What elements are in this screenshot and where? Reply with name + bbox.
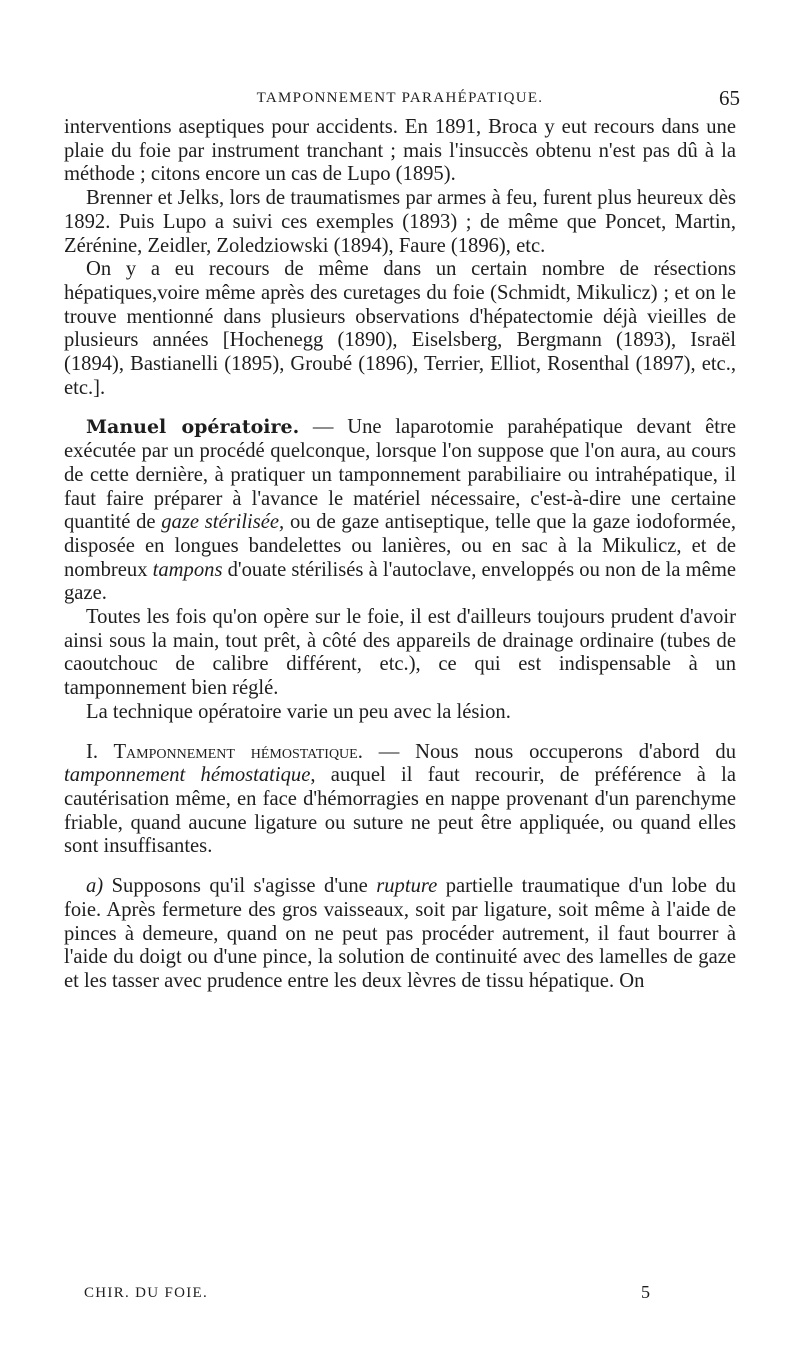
paragraph-text: interventions aseptiques pour accidents. En 1891, Broca y eut recours dans une plaie du foie par instrument tranchant ; mais l'insuccès obtenu n'est pas dû à la méthode ; citons encore un cas de Lupo (1895). [64, 116, 736, 186]
page-footer [84, 1284, 650, 1306]
paragraph-text: d'ouate stérilisés à l'autoclave, enveloppés ou non de la même gaze. [64, 558, 736, 605]
paragraph-manuel-operatoire [64, 416, 736, 606]
paragraph-text: Toutes les fois qu'on opère sur le foie, il est d'ailleurs toujours prudent d'avoir ainsi sous la main, tout prêt, à côté des appareils de drainage ordinaire (tubes de caoutchouc de calibre différent, etc.), ce qui est indispensable à un tamponnement bien réglé. [64, 606, 736, 700]
running-title: TAMPONNEMENT PARAHÉPATIQUE. [256, 90, 544, 106]
paragraph-text: On y a eu recours de même dans un certain nombre de résections hépatiques,voire même après des curetages du foie (Schmidt, Mikulicz) ; et on le trouve mentionné dans plusieurs observations d'hépatectomie déjà vieilles de plusieurs années [Hochenegg (1890), Eiselsberg, Bergmann (1893), Israël (1894), Bastianelli (1895), Groubé (1896), Terrier, Elliot, Rosenthal (1897), etc., etc.]. [64, 258, 736, 399]
paragraph-text: — Une laparotomie parahépatique devant être exécutée par un procédé quelconque, lorsque l'on suppose que l'on aura, au cours de cette dernière, à pratiquer un tamponnement parabiliaire ou intrahépatique, il faut faire préparer à l'avance le matériel nécessaire, c'est-à-dire une certaine quantité de [64, 416, 737, 534]
paragraph-rupture [64, 875, 736, 994]
page-header [60, 86, 740, 114]
sheet-number: 5 [641, 1282, 650, 1302]
subsection-heading: I. Tamponnement hémostatique. [86, 740, 363, 763]
section-heading: Manuel opératoire. [86, 416, 300, 439]
paragraph-prudence [64, 606, 736, 701]
italic-term: tampons [152, 558, 223, 581]
page-number: 65 [719, 86, 740, 110]
paragraph-text: Brenner et Jelks, lors de traumatismes par armes à feu, furent plus heureux dès 1892. Puis Lupo a suivi ces exemples (1893) ; de même que Poncet, Martin, Zérénine, Zeidler, Zoledziowski (1894), Faure (1896), etc. [64, 187, 736, 257]
paragraph-resections [64, 258, 736, 400]
paragraph-text: Supposons qu'il s'agisse d'une [103, 875, 377, 898]
paragraph-tamponnement-hemostatique [64, 741, 736, 860]
italic-term: rupture [376, 875, 438, 898]
paragraph-continuation [64, 116, 736, 187]
list-label: a) [86, 875, 104, 898]
body-text [64, 116, 736, 994]
paragraph-text: partielle traumatique d'un lobe du foie. Après fermeture des gros vaisseaux, soit par ligature, soit même à l'aide de pinces à demeure, quand on ne peut pas procéder autrement, il faut bourrer à l'aide du doigt ou d'une pince, la solution de continuité avec des lamelles de gaze et les tasser avec prudence entre les deux lèvres de tissu hépatique. On [64, 875, 736, 992]
paragraph-text: ou de gaze antiseptique, telle que la gaze iodoformée, disposée en longues bandelettes ou lanières, ou en sac à la Mikulicz, et de nombreux [64, 511, 736, 581]
italic-term: tamponnement hémostatique [64, 764, 311, 787]
italic-term: gaze stérilisée, [161, 511, 285, 534]
paragraph-technique [64, 701, 736, 725]
paragraph-brenner [64, 187, 736, 258]
printer-signature: CHIR. DU FOIE. [84, 1285, 209, 1301]
paragraph-text: La technique opératoire varie un peu avec la lésion. [86, 700, 511, 723]
paragraph-text: , auquel il faut recourir, de préférence à la cautérisation même, en face d'hémorragies en nappe provenant d'un parenchyme friable, quand aucune ligature ou suture ne peut être appliquée, ou quand elles sont insuffisantes. [64, 764, 736, 858]
paragraph-text: — Nous nous occuperons d'abord du [362, 740, 737, 763]
